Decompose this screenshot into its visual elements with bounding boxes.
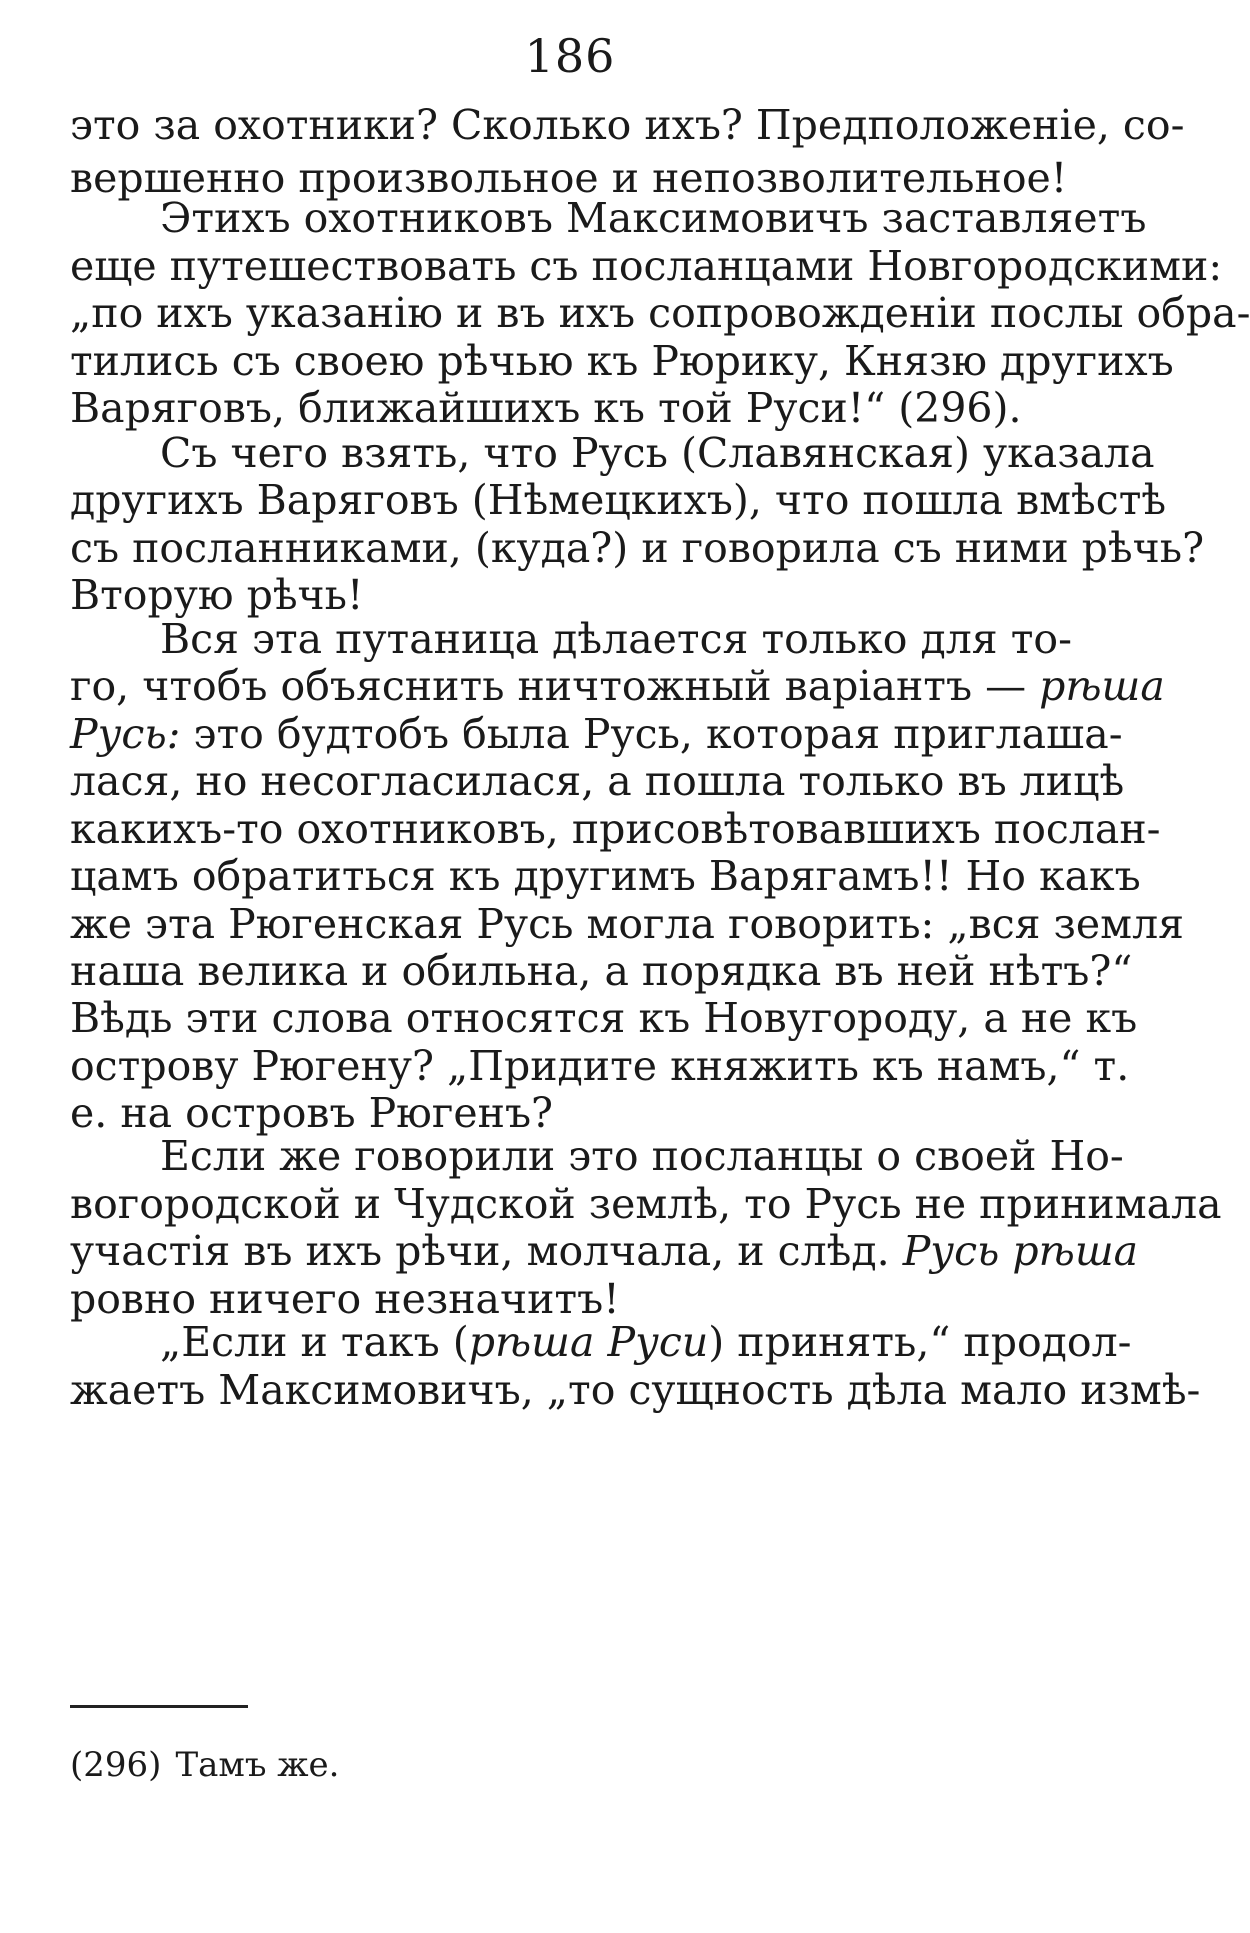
- text-line: Вторую рѣчь!: [70, 571, 364, 619]
- text-line: Съ чего взять, что Русь (Славянская) указала: [160, 429, 1155, 477]
- text-line: Вѣдь эти слова относятся къ Новугороду, а не къ: [70, 994, 1138, 1042]
- footnote-divider: [70, 1705, 248, 1708]
- text-line: Если же говорили это посланцы о своей Но-: [160, 1132, 1124, 1180]
- text-line: съ посланниками, (куда?) и говорила съ ними рѣчь?: [70, 524, 1205, 572]
- text-run: участія въ ихъ рѣчи, молчала, и слѣд.: [70, 1227, 890, 1275]
- footnote: [70, 1735, 670, 1795]
- text-run: это будтобъ была Русь, которая приглаша-: [193, 710, 1123, 758]
- text-line: Варяговъ, ближайшихъ къ той Руси!“ (296).: [70, 384, 1022, 432]
- text-line: цамъ обратиться къ другимъ Варягамъ!! Но какъ: [70, 852, 1141, 900]
- text-line: это за охотники? Сколько ихъ? Предположеніе, со-: [70, 101, 1185, 149]
- text-line: Этихъ охотниковъ Максимовичъ заставляетъ: [160, 194, 1147, 242]
- text-run: „Если и такъ (: [160, 1318, 469, 1366]
- text-line: вогородской и Чудской землѣ, то Русь не принимала: [70, 1180, 1222, 1228]
- text-line: еще путешествовать съ посланцами Новгородскими:: [70, 242, 1223, 290]
- page-number: 186: [524, 29, 616, 83]
- text-line: другихъ Варяговъ (Нѣмецкихъ), что пошла вмѣстѣ: [70, 476, 1167, 524]
- text-line: какихъ-то охотниковъ, присовѣтовавшихъ послан-: [70, 805, 1161, 853]
- text-line: жаетъ Максимовичъ, „то сущность дѣла мало измѣ-: [70, 1366, 1201, 1414]
- text-run: го, чтобъ объяснить ничтожный варіантъ —: [70, 662, 1027, 710]
- text-line: же эта Рюгенская Русь могла говорить: „вся земля: [70, 900, 1184, 948]
- footnote-mark: (296): [70, 1745, 162, 1785]
- text-line: острову Рюгену? „Придите княжить къ намъ,“ т.: [70, 1042, 1130, 1090]
- italic-run: Русь:: [70, 710, 181, 758]
- text-line: вершенно произвольное и непозволительное!: [70, 154, 1068, 202]
- italic-run: рѣша Руси: [468, 1318, 709, 1366]
- italic-run: Русь рѣша: [902, 1227, 1139, 1275]
- text-line: Вся эта путаница дѣлается только для то-: [160, 615, 1072, 663]
- footnote-text: Тамъ же.: [175, 1745, 340, 1785]
- text-line: „по ихъ указанію и въ ихъ сопровожденіи послы обра-: [70, 289, 1250, 337]
- text-line: ровно ничего незначитъ!: [70, 1275, 620, 1323]
- text-line: лася, но несогласилася, а пошла только въ лицѣ: [70, 757, 1125, 805]
- text-line: наша велика и обильна, а порядка въ ней нѣтъ?“: [70, 947, 1133, 995]
- text-line: тились съ своею рѣчью къ Рюрику, Князю другихъ: [70, 337, 1174, 385]
- text-run: ) принять,“ продол-: [708, 1318, 1132, 1366]
- text-line: е. на островъ Рюгенъ?: [70, 1089, 554, 1137]
- italic-run: рѣша: [1039, 662, 1165, 710]
